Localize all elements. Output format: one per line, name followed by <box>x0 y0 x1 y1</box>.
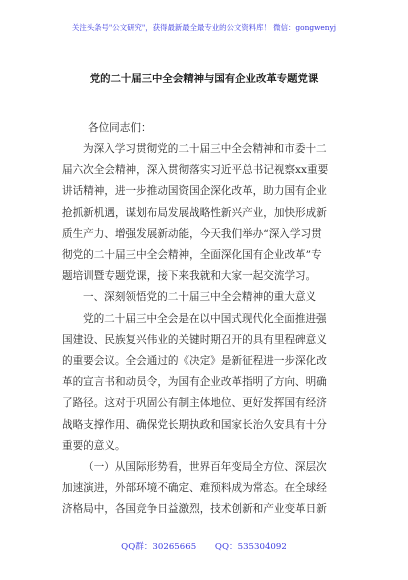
footer-qq-group: QQ群：30265665 <box>121 542 197 552</box>
footer-contacts <box>0 540 408 552</box>
body-line: 讲话精神，进一步推动国资国企深化改革，助力国有企业 <box>62 185 327 198</box>
body-line: 为深入学习贯彻党的二十届三中全会精神和市委十二 <box>83 143 327 155</box>
body-line: 济格局中，各国竞争日益激烈，技术创新和产业变革日新 <box>62 503 327 516</box>
subsection-line: （一）从国际形势看，世界百年变局全方位、深层次 <box>83 461 327 474</box>
body-line: 国建设、民族复兴伟业的关键时期召开的具有里程碑意义 <box>62 333 327 346</box>
body-line: 题培训暨专题党课，接下来我就和大家一起交流学习。 <box>62 270 317 283</box>
section-heading: 一、深刻领悟党的二十届三中全会精神的重大意义 <box>83 291 317 304</box>
body-line: 加速演进，外部环境不确定、难预料成为常态。在全球经 <box>62 482 327 495</box>
header-banner: 关注头条号"公文研究"，获得最新最全最专业的公文资料库！ 微信：gongwenyj <box>71 23 337 32</box>
document-body <box>62 139 348 521</box>
body-line: 彻党的二十届三中全会精神，全面深化国有企业改革”专 <box>62 249 322 262</box>
body-line: 战略支撑作用、确保党长期执政和国家长治久安具有十分 <box>62 418 327 431</box>
footer-qq: QQ：535304092 <box>214 542 287 552</box>
document-title: 党的二十届三中全会精神与国有企业改革专题党课 <box>89 73 319 85</box>
body-line: 党的二十届三中全会是在以中国式现代化全面推进强 <box>83 312 327 325</box>
body-line: 的重要会议。全会通过的《决定》是新征程进一步深化改 <box>62 355 327 368</box>
body-line: 届六次全会精神，深入贯彻落实习近平总书记视察xx重要 <box>62 164 329 177</box>
body-line: 抢抓新机遇，谋划布局发展战略性新兴产业，加快形成新 <box>62 206 327 219</box>
greeting: 各位同志们： <box>88 122 152 134</box>
body-line: 质生产力、增强发展新动能，今天我们举办“深入学习贯 <box>62 227 322 240</box>
body-line: 了路径。这对于巩固公有制主体地位、更好发挥国有经济 <box>62 397 327 410</box>
body-line: 革的宣言书和动员令，为国有企业改革指明了方向、明确 <box>62 376 327 389</box>
body-line: 重要的意义。 <box>62 439 126 452</box>
